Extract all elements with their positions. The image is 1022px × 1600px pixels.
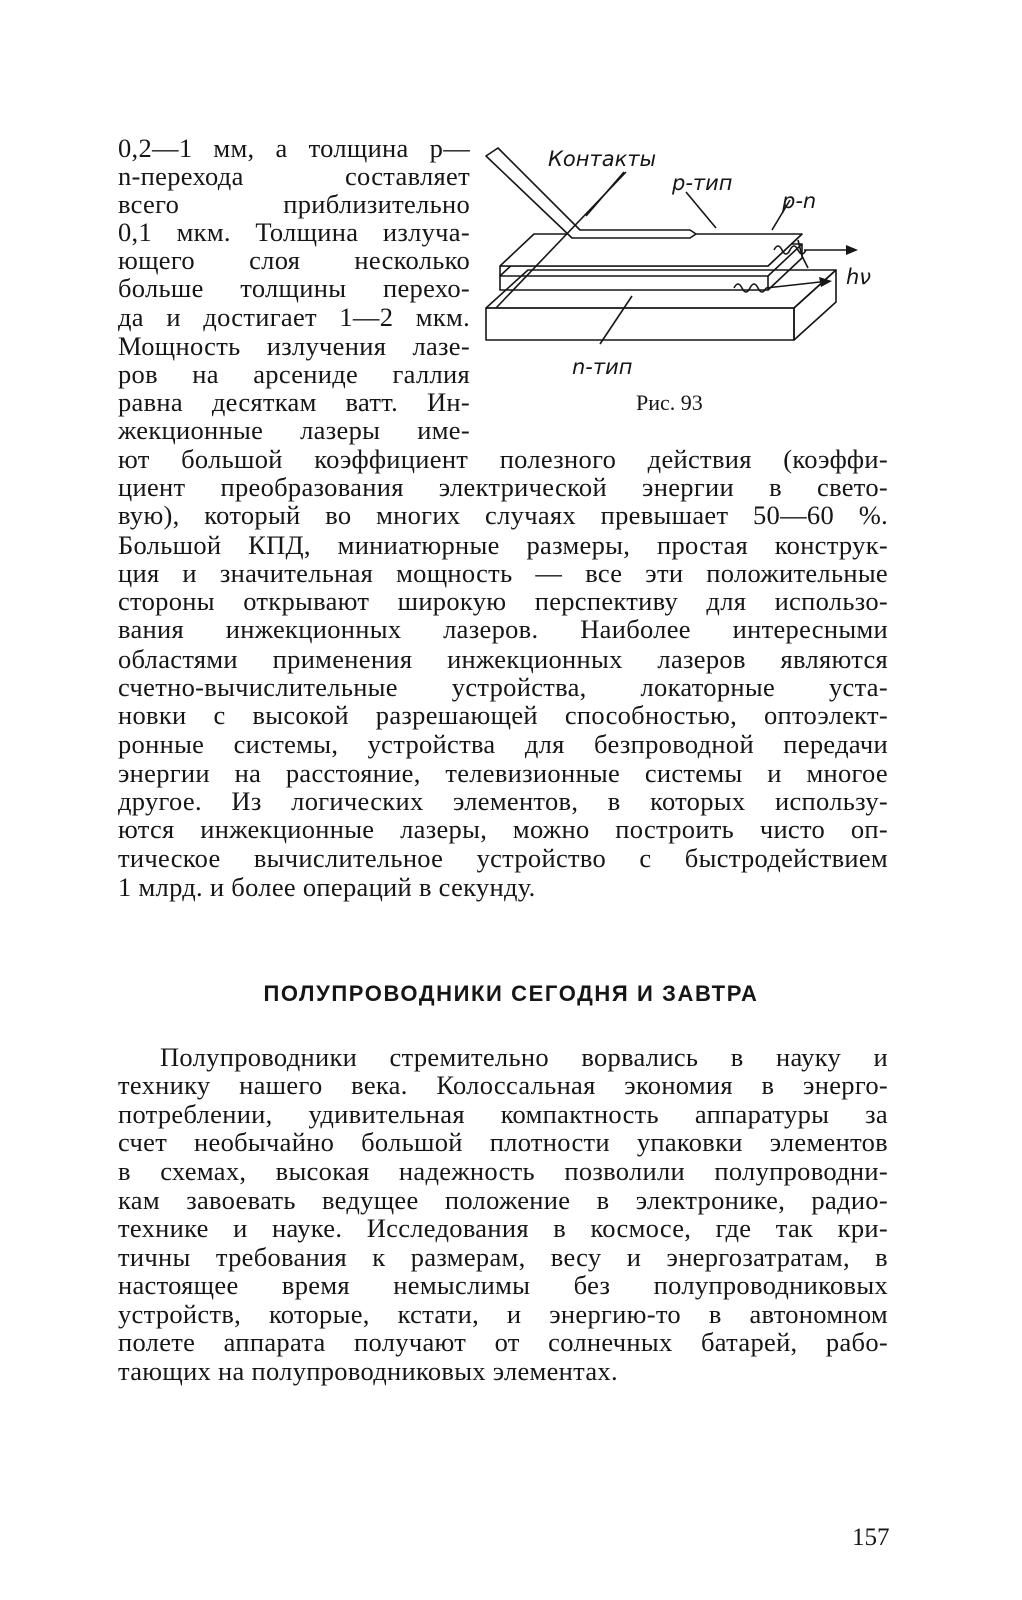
text-line: вания инжекционных лазеров. Наиболее интересными — [118, 614, 888, 644]
text-line: в схемах, высокая надежность позволили полупроводни- — [118, 1156, 888, 1186]
text-line: жекционные лазеры име- — [118, 415, 470, 445]
label-p-type: p-тип — [672, 171, 733, 195]
text-line: настоящее время немыслимы без полупроводниковых — [118, 1270, 888, 1300]
label-n-type: n-тип — [572, 355, 633, 379]
text-line: ция и значительная мощность — все эти положительные — [118, 558, 888, 588]
text-line: 1 млрд. и более операций в секунду. — [118, 872, 536, 902]
text-line: тающих на полупроводниковых элементах. — [118, 1356, 618, 1386]
text-line: 0,1 мкм. Толщина излуча- — [118, 217, 470, 247]
text-line: энергии на расстояние, телевизионные системы и многое — [118, 758, 888, 788]
p-type-layer — [500, 234, 802, 266]
text-line: Полупроводники стремительно ворвались в науку и — [160, 1042, 888, 1072]
text-line: стороны открывают широкую перспективу для использо- — [118, 586, 888, 616]
text-line: счет необычайно большой плотности упаковки элементов — [118, 1127, 888, 1157]
text-line: полете аппарата получают от солнечных батарей, рабо- — [118, 1327, 888, 1357]
text-line: областями применения инжекционных лазеров являются — [118, 644, 888, 674]
text-line: ронные системы, устройства для безпроводной передачи — [118, 729, 888, 759]
section-heading: ПОЛУПРОВОДНИКИ СЕГОДНЯ И ЗАВТРА — [263, 981, 759, 1006]
text-line: Мощность излучения лазе- — [118, 331, 470, 361]
label-hv: hν — [846, 265, 872, 289]
text-line: счетно-вычислительные устройства, локаторные уста- — [118, 672, 888, 702]
page-number: 157 — [852, 1524, 890, 1551]
label-contacts: Контакты — [548, 147, 657, 171]
text-line: тическое вычислительное устройство с быстродействием — [118, 843, 888, 873]
text-line: устройств, которые, кстати, и энергию-то в автономном — [118, 1299, 888, 1329]
text-line: ров на арсениде галлия — [118, 359, 470, 389]
text-line: ющего слоя несколько — [118, 245, 470, 275]
text-line: циент преобразования электрической энергии в свето- — [118, 472, 888, 502]
text-line: ются инжекционные лазеры, можно построить чисто оп- — [118, 814, 888, 844]
text-line: 0,2—1 мм, а толщина p— — [118, 133, 470, 163]
text-line: технику нашего века. Колоссальная экономия в энерго- — [118, 1070, 888, 1100]
text-line: Большой КПД, миниатюрные размеры, простая конструк- — [118, 530, 888, 560]
label-pn: p-n — [782, 189, 817, 213]
text-line: да и достигает 1—2 мкм. — [118, 302, 470, 332]
figure-caption: Рис. 93 — [636, 390, 703, 415]
text-line: ют большой коэффициент полезного действия (коэффи- — [118, 444, 888, 474]
text-line: тичны требования к размерам, весу и энергозатратам, в — [118, 1242, 888, 1272]
text-line: кам завоевать ведущее положение в электронике, радио- — [118, 1185, 888, 1215]
text-line: больше толщины перехо- — [118, 273, 470, 303]
text-line: всего приблизительно — [118, 189, 470, 219]
text-line: новки с высокой разрешающей способностью, оптоэлект- — [118, 700, 888, 730]
text-line: потреблении, удивительная компактность аппаратуры за — [118, 1099, 888, 1129]
text-line: другое. Из логических элементов, в которых использу- — [118, 786, 888, 816]
text-line: равна десяткам ватт. Ин- — [118, 387, 470, 417]
text-line: технике и науке. Исследования в космосе, где так кри- — [118, 1213, 888, 1243]
text-line: n-перехода составляет — [118, 161, 470, 191]
text-line: вую), который во многих случаях превышает 50—60 %. — [118, 500, 888, 530]
arrow-head-upper — [846, 245, 858, 255]
laser-diagram — [476, 138, 876, 384]
substrate-front-face — [486, 308, 794, 340]
